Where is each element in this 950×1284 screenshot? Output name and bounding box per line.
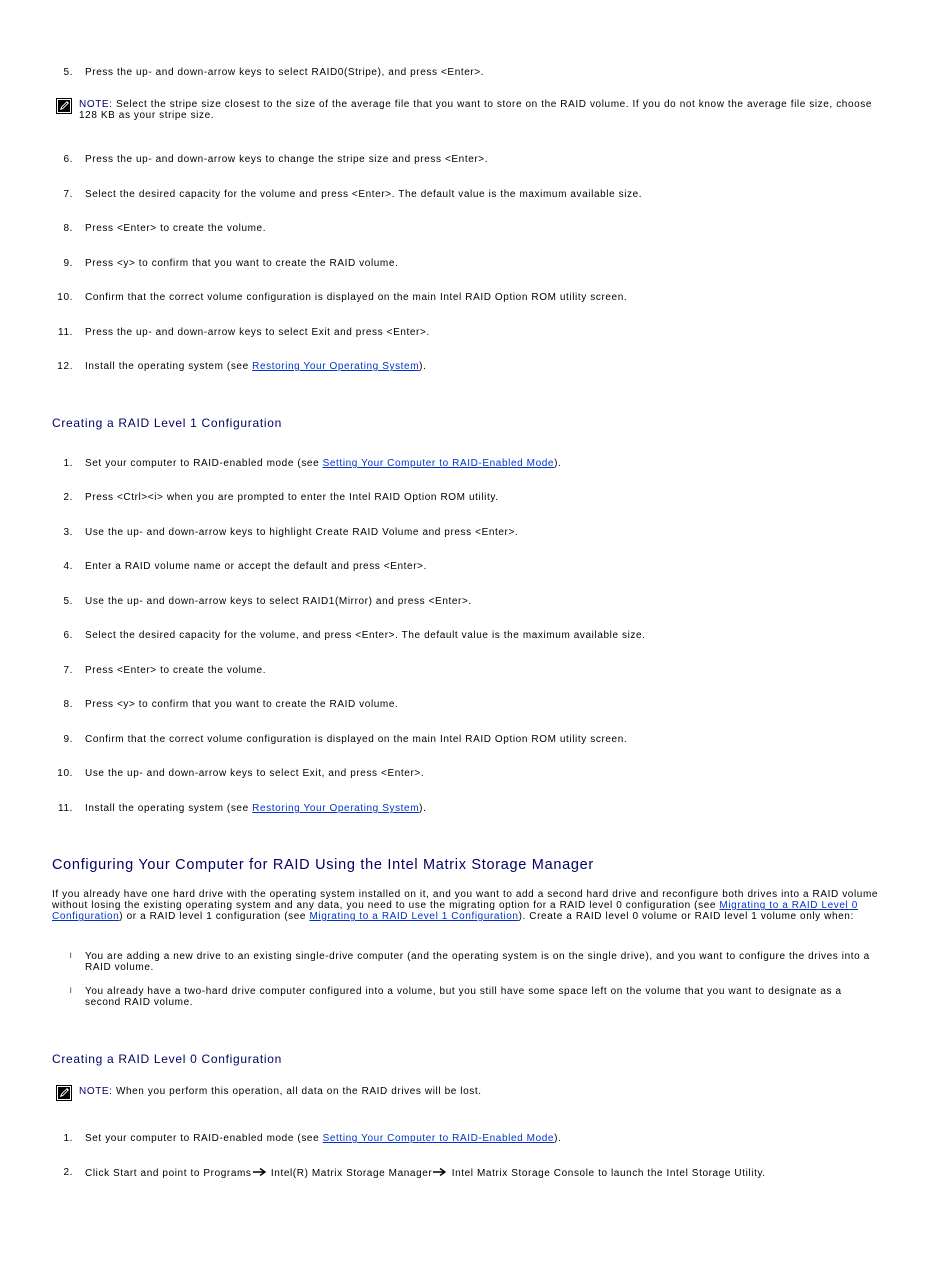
list1-num-7: 12. <box>57 361 73 372</box>
step-text: Enter a RAID volume name or accept the default and press <Enter>. <box>85 561 427 572</box>
intro-text: ) or a RAID level 1 configuration (see <box>119 911 310 922</box>
note-label: NOTE: <box>79 99 113 110</box>
step-link[interactable]: Restoring Your Operating System <box>252 361 420 372</box>
list1-num-1: 6. <box>63 154 73 165</box>
list1-num-4: 9. <box>63 258 73 269</box>
list1-num-0: 5. <box>63 67 73 78</box>
list2-num-9: 10. <box>57 768 73 779</box>
step-text: Press the up- and down-arrow keys to select RAID0(Stripe), and press <Enter>. <box>85 67 485 78</box>
list1-num-3: 8. <box>63 223 73 234</box>
step-text-b: Intel(R) Matrix Storage Manager <box>267 1168 433 1179</box>
list2-text-2 <box>85 527 885 538</box>
step-text: ). <box>419 361 427 372</box>
step-link[interactable]: Restoring Your Operating System <box>252 803 420 814</box>
step-text: Set your computer to RAID-enabled mode (see <box>85 1133 323 1144</box>
step-text: Press <y> to confirm that you want to create the RAID volume. <box>85 699 399 710</box>
list3-text-0 <box>85 1133 885 1144</box>
list1-num-2: 7. <box>63 189 73 200</box>
list1-text-3 <box>85 223 885 234</box>
list2-num-1: 2. <box>63 492 73 503</box>
note-raid0-stripe <box>79 99 879 121</box>
step-link[interactable]: Setting Your Computer to RAID-Enabled Mode <box>322 1133 555 1144</box>
step-text: Select the desired capacity for the volume, and press <Enter>. The default value is the maximum available size. <box>85 630 646 641</box>
heading-matrix-storage-manager: Configuring Your Computer for RAID Using the Intel Matrix Storage Manager <box>52 857 594 873</box>
list1-text-4 <box>85 258 885 269</box>
intro-link[interactable]: Migrating to a RAID Level 0 Configuration <box>52 900 858 922</box>
list1-text-7 <box>85 361 885 372</box>
list2-text-4 <box>85 596 885 607</box>
bullet-text-1: You already have a two-hard drive computer configured into a volume, but you still have some space left on the volume that you want to designate as a second RAID volume. <box>85 986 842 1008</box>
note-data-loss <box>79 1086 879 1097</box>
step-text: Use the up- and down-arrow keys to select RAID1(Mirror) and press <Enter>. <box>85 596 472 607</box>
arrow-right-icon <box>433 1167 447 1177</box>
intro-text: If you already have one hard drive with the operating system installed on it, and you want to add a second hard drive and reconfigure both drives into a RAID volume without losing the existing operating system and any data, you need to use the migrating option for a RAID level 0 configuration (see <box>52 889 879 911</box>
list2-num-5: 6. <box>63 630 73 641</box>
list1-text-5 <box>85 292 885 303</box>
note-text: When you perform this operation, all data on the RAID drives will be lost. <box>112 1086 482 1097</box>
step-text: Install the operating system (see <box>85 803 253 814</box>
list2-num-2: 3. <box>63 527 73 538</box>
arrow-right-icon <box>253 1167 267 1177</box>
step-text-c: Intel Matrix Storage Console to launch the Intel Storage Utility. <box>448 1168 766 1179</box>
step-text-a: Click Start and point to Programs <box>85 1168 252 1179</box>
note-label: NOTE: <box>79 1086 113 1097</box>
list2-text-3 <box>85 561 885 572</box>
step-text: Press <Enter> to create the volume. <box>85 665 267 676</box>
step-text: Use the up- and down-arrow keys to select Exit, and press <Enter>. <box>85 768 425 779</box>
list1-num-5: 10. <box>57 292 73 303</box>
list3-text-1 <box>85 1167 885 1179</box>
list2-num-10: 11. <box>58 803 73 814</box>
heading-raid1-config: Creating a RAID Level 1 Configuration <box>52 416 283 430</box>
step-text: Press the up- and down-arrow keys to change the stripe size and press <Enter>. <box>85 154 489 165</box>
note-pencil-icon <box>56 1085 72 1101</box>
bullet-mark-1: l <box>70 988 73 995</box>
list2-num-8: 9. <box>63 734 73 745</box>
list3-num-1: 2. <box>63 1167 73 1178</box>
step-link[interactable]: Setting Your Computer to RAID-Enabled Mode <box>322 458 555 469</box>
list3-num-0: 1. <box>63 1133 73 1144</box>
list2-text-1 <box>85 492 885 503</box>
list2-text-8 <box>85 734 885 745</box>
list2-text-5 <box>85 630 885 641</box>
list1-text-0 <box>85 67 885 78</box>
step-text: Select the desired capacity for the volume and press <Enter>. The default value is the maximum available size. <box>85 189 643 200</box>
list2-num-3: 4. <box>63 561 73 572</box>
step-text: Confirm that the correct volume configuration is displayed on the main Intel RAID Option ROM utility screen. <box>85 292 628 303</box>
intro-paragraph <box>52 889 882 922</box>
step-text: Use the up- and down-arrow keys to highlight Create RAID Volume and press <Enter>. <box>85 527 519 538</box>
step-text: Press the up- and down-arrow keys to select Exit and press <Enter>. <box>85 327 430 338</box>
step-text: ). <box>554 458 562 469</box>
step-text: ). <box>554 1133 562 1144</box>
list1-num-6: 11. <box>58 327 73 338</box>
list2-text-7 <box>85 699 885 710</box>
step-text: Press <Enter> to create the volume. <box>85 223 267 234</box>
list2-num-4: 5. <box>63 596 73 607</box>
step-text: Install the operating system (see <box>85 361 253 372</box>
list2-num-0: 1. <box>63 458 73 469</box>
list1-text-6 <box>85 327 885 338</box>
step-text: Press <Ctrl><i> when you are prompted to enter the Intel RAID Option ROM utility. <box>85 492 499 503</box>
note-text: Select the stripe size closest to the size of the average file that you want to store on the RAID volume. If you do not know the average file size, choose 128 KB as your stripe size. <box>79 99 873 121</box>
heading-raid0-config: Creating a RAID Level 0 Configuration <box>52 1052 283 1066</box>
note-pencil-icon <box>56 98 72 114</box>
list2-num-6: 7. <box>63 665 73 676</box>
list1-text-2 <box>85 189 885 200</box>
step-text: Set your computer to RAID-enabled mode (see <box>85 458 323 469</box>
step-text: Press <y> to confirm that you want to create the RAID volume. <box>85 258 399 269</box>
bullet-text-0: You are adding a new drive to an existing single-drive computer (and the operating system is on the single drive), and you want to configure the drives into a RAID volume. <box>85 951 870 973</box>
intro-link[interactable]: Migrating to a RAID Level 1 Configuration <box>309 911 519 922</box>
list1-text-1 <box>85 154 885 165</box>
intro-text: ). Create a RAID level 0 volume or RAID level 1 volume only when: <box>518 911 854 922</box>
list2-text-0 <box>85 458 885 469</box>
list2-num-7: 8. <box>63 699 73 710</box>
list2-text-9 <box>85 768 885 779</box>
bullet-mark-0: l <box>70 953 73 960</box>
step-text: Confirm that the correct volume configuration is displayed on the main Intel RAID Option ROM utility screen. <box>85 734 628 745</box>
step-text: ). <box>419 803 427 814</box>
list2-text-6 <box>85 665 885 676</box>
list2-text-10 <box>85 803 885 814</box>
